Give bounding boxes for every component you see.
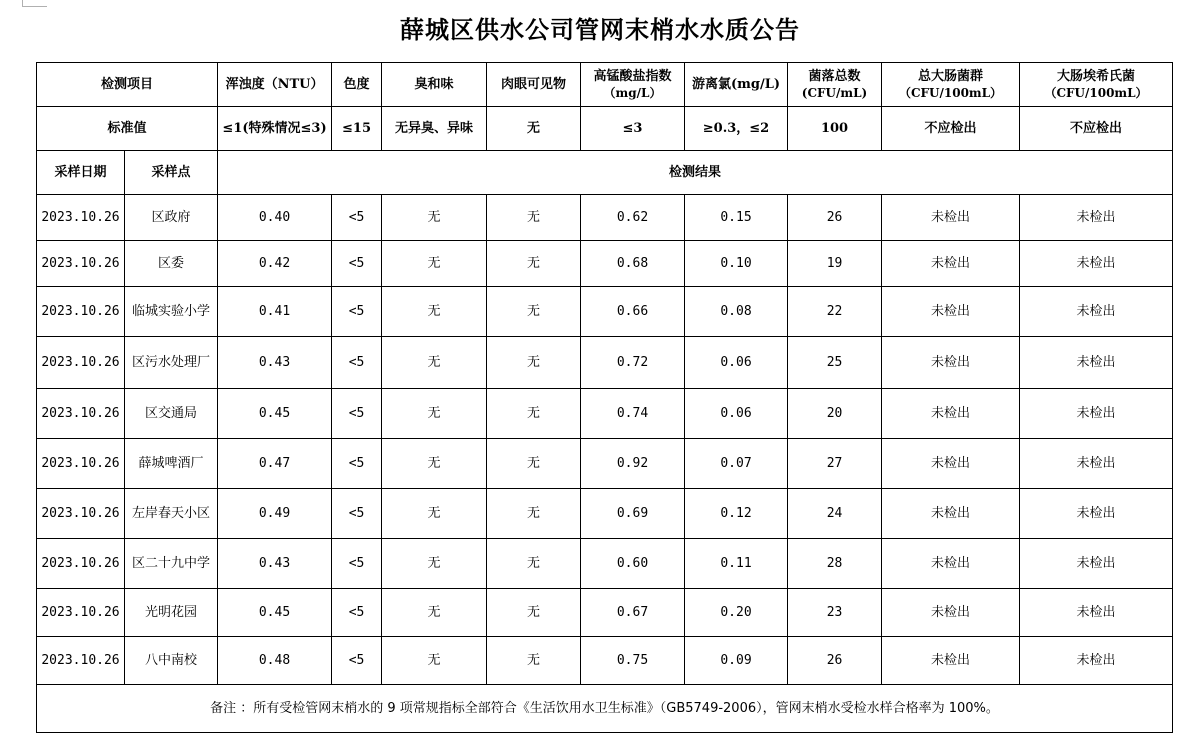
result-ecoli: 未检出 <box>1020 241 1173 287</box>
sample-point: 左岸春天小区 <box>125 489 218 539</box>
result-turbidity: 0.43 <box>218 337 332 389</box>
sample-date: 2023.10.26 <box>37 389 125 439</box>
result-turbidity: 0.45 <box>218 389 332 439</box>
table-row <box>37 439 1173 489</box>
result-label: 检测结果 <box>218 151 1173 195</box>
result-odor: 无 <box>382 389 487 439</box>
sample-date: 2023.10.26 <box>37 337 125 389</box>
header-total-coliform-name: 总大肠菌群 <box>918 68 984 84</box>
sample-point: 区委 <box>125 241 218 287</box>
result-free-chlorine: 0.09 <box>685 637 788 685</box>
result-colony-count: 19 <box>788 241 882 287</box>
result-free-chlorine: 0.08 <box>685 287 788 337</box>
result-colony-count: 26 <box>788 195 882 241</box>
standard-value: ≤3 <box>581 107 685 151</box>
result-color: <5 <box>332 589 382 637</box>
result-colony-count: 25 <box>788 337 882 389</box>
result-permanganate: 0.72 <box>581 337 685 389</box>
result-turbidity: 0.40 <box>218 195 332 241</box>
result-colony-count: 23 <box>788 589 882 637</box>
sample-date: 2023.10.26 <box>37 241 125 287</box>
table-row <box>37 637 1173 685</box>
sample-point: 区二十九中学 <box>125 539 218 589</box>
sample-point: 八中南校 <box>125 637 218 685</box>
header-total-coliform-unit: （CFU/100mL） <box>898 85 1003 100</box>
table-row <box>37 539 1173 589</box>
standard-value: 无 <box>487 107 581 151</box>
result-odor: 无 <box>382 589 487 637</box>
result-total-coliform: 未检出 <box>882 589 1020 637</box>
table-row <box>37 287 1173 337</box>
standard-value: ≤15 <box>332 107 382 151</box>
header-item-label: 检测项目 <box>37 63 218 107</box>
result-free-chlorine: 0.12 <box>685 489 788 539</box>
result-visible-matter: 无 <box>487 195 581 241</box>
result-total-coliform: 未检出 <box>882 287 1020 337</box>
result-total-coliform: 未检出 <box>882 389 1020 439</box>
result-free-chlorine: 0.07 <box>685 439 788 489</box>
result-total-coliform: 未检出 <box>882 539 1020 589</box>
table-row <box>37 389 1173 439</box>
header-total-coliform <box>882 63 1020 107</box>
result-total-coliform: 未检出 <box>882 241 1020 287</box>
result-color: <5 <box>332 489 382 539</box>
result-free-chlorine: 0.11 <box>685 539 788 589</box>
sample-date: 2023.10.26 <box>37 439 125 489</box>
result-odor: 无 <box>382 439 487 489</box>
header-colony-count-name: 菌落总数 <box>808 68 861 84</box>
header-color: 色度 <box>332 63 382 107</box>
header-colony-count-unit: (CFU/mL) <box>801 85 868 100</box>
result-ecoli: 未检出 <box>1020 389 1173 439</box>
header-ecoli-name: 大肠埃希氏菌 <box>1057 68 1136 84</box>
sample-date-label: 采样日期 <box>37 151 125 195</box>
sample-date: 2023.10.26 <box>37 489 125 539</box>
table-row <box>37 489 1173 539</box>
sample-point: 临城实验小学 <box>125 287 218 337</box>
result-visible-matter: 无 <box>487 589 581 637</box>
result-turbidity: 0.45 <box>218 589 332 637</box>
header-permanganate <box>581 63 685 107</box>
result-permanganate: 0.60 <box>581 539 685 589</box>
result-color: <5 <box>332 539 382 589</box>
result-visible-matter: 无 <box>487 539 581 589</box>
table-row <box>37 589 1173 637</box>
result-free-chlorine: 0.15 <box>685 195 788 241</box>
sample-date: 2023.10.26 <box>37 287 125 337</box>
standard-value: ≤1(特殊情况≤3) <box>218 107 332 151</box>
result-permanganate: 0.62 <box>581 195 685 241</box>
result-colony-count: 28 <box>788 539 882 589</box>
result-ecoli: 未检出 <box>1020 589 1173 637</box>
header-colony-count <box>788 63 882 107</box>
header-ecoli <box>1020 63 1173 107</box>
result-color: <5 <box>332 637 382 685</box>
sample-date: 2023.10.26 <box>37 539 125 589</box>
result-permanganate: 0.68 <box>581 241 685 287</box>
result-permanganate: 0.67 <box>581 589 685 637</box>
sample-point: 区交通局 <box>125 389 218 439</box>
result-turbidity: 0.42 <box>218 241 332 287</box>
sample-point: 薛城啤酒厂 <box>125 439 218 489</box>
table-row <box>37 337 1173 389</box>
header-odor: 臭和味 <box>382 63 487 107</box>
result-colony-count: 26 <box>788 637 882 685</box>
result-turbidity: 0.47 <box>218 439 332 489</box>
result-visible-matter: 无 <box>487 389 581 439</box>
sample-date: 2023.10.26 <box>37 637 125 685</box>
result-odor: 无 <box>382 489 487 539</box>
result-odor: 无 <box>382 337 487 389</box>
page-title: 薛城区供水公司管网末梢水水质公告 <box>400 15 800 44</box>
sample-point-label: 采样点 <box>125 151 218 195</box>
result-odor: 无 <box>382 287 487 337</box>
sample-date: 2023.10.26 <box>37 589 125 637</box>
result-total-coliform: 未检出 <box>882 637 1020 685</box>
result-colony-count: 24 <box>788 489 882 539</box>
result-color: <5 <box>332 439 382 489</box>
result-visible-matter: 无 <box>487 489 581 539</box>
result-color: <5 <box>332 241 382 287</box>
result-ecoli: 未检出 <box>1020 439 1173 489</box>
result-total-coliform: 未检出 <box>882 439 1020 489</box>
result-permanganate: 0.69 <box>581 489 685 539</box>
result-odor: 无 <box>382 195 487 241</box>
result-visible-matter: 无 <box>487 337 581 389</box>
result-permanganate: 0.74 <box>581 389 685 439</box>
result-colony-count: 20 <box>788 389 882 439</box>
standard-value: 100 <box>788 107 882 151</box>
result-visible-matter: 无 <box>487 287 581 337</box>
header-free-chlorine: 游离氯(mg/L) <box>685 63 788 107</box>
header-visible-matter: 肉眼可见物 <box>487 63 581 107</box>
result-color: <5 <box>332 389 382 439</box>
result-colony-count: 22 <box>788 287 882 337</box>
water-quality-table <box>36 62 1173 733</box>
standard-label: 标准值 <box>37 107 218 151</box>
note-row <box>37 685 1173 733</box>
header-turbidity: 浑浊度（NTU） <box>218 63 332 107</box>
result-visible-matter: 无 <box>487 241 581 287</box>
standard-value: ≥0.3，≤2 <box>685 107 788 151</box>
result-color: <5 <box>332 337 382 389</box>
result-color: <5 <box>332 287 382 337</box>
result-ecoli: 未检出 <box>1020 489 1173 539</box>
note-text: 备注 ：所有受检管网末梢水的 9 项常规指标全部符合《生活饮用水卫生标准》（GB5749-2006），管网末梢水受检水样合格率为 100%。 <box>37 685 1173 733</box>
sample-point: 区污水处理厂 <box>125 337 218 389</box>
result-total-coliform: 未检出 <box>882 337 1020 389</box>
standard-value: 不应检出 <box>882 107 1020 151</box>
result-free-chlorine: 0.06 <box>685 337 788 389</box>
header-ecoli-unit: （CFU/100mL） <box>1044 85 1148 100</box>
standard-row <box>37 107 1173 151</box>
header-permanganate-unit: （mg/L） <box>603 85 662 100</box>
result-free-chlorine: 0.10 <box>685 241 788 287</box>
corner-mark <box>22 0 47 7</box>
sample-point: 区政府 <box>125 195 218 241</box>
result-total-coliform: 未检出 <box>882 489 1020 539</box>
result-free-chlorine: 0.20 <box>685 589 788 637</box>
result-ecoli: 未检出 <box>1020 337 1173 389</box>
result-colony-count: 27 <box>788 439 882 489</box>
table-row <box>37 195 1173 241</box>
sample-point: 光明花园 <box>125 589 218 637</box>
sample-header-row <box>37 151 1173 195</box>
result-total-coliform: 未检出 <box>882 195 1020 241</box>
result-permanganate: 0.66 <box>581 287 685 337</box>
result-permanganate: 0.92 <box>581 439 685 489</box>
result-ecoli: 未检出 <box>1020 287 1173 337</box>
result-turbidity: 0.43 <box>218 539 332 589</box>
result-ecoli: 未检出 <box>1020 195 1173 241</box>
result-odor: 无 <box>382 637 487 685</box>
header-permanganate-name: 高锰酸盐指数 <box>593 68 672 84</box>
result-visible-matter: 无 <box>487 439 581 489</box>
result-turbidity: 0.41 <box>218 287 332 337</box>
table-row <box>37 241 1173 287</box>
result-free-chlorine: 0.06 <box>685 389 788 439</box>
result-visible-matter: 无 <box>487 637 581 685</box>
result-turbidity: 0.48 <box>218 637 332 685</box>
result-color: <5 <box>332 195 382 241</box>
result-odor: 无 <box>382 539 487 589</box>
standard-value: 无异臭、异味 <box>382 107 487 151</box>
result-odor: 无 <box>382 241 487 287</box>
result-ecoli: 未检出 <box>1020 539 1173 589</box>
result-ecoli: 未检出 <box>1020 637 1173 685</box>
header-row <box>37 63 1173 107</box>
result-permanganate: 0.75 <box>581 637 685 685</box>
result-turbidity: 0.49 <box>218 489 332 539</box>
sample-date: 2023.10.26 <box>37 195 125 241</box>
standard-value: 不应检出 <box>1020 107 1173 151</box>
